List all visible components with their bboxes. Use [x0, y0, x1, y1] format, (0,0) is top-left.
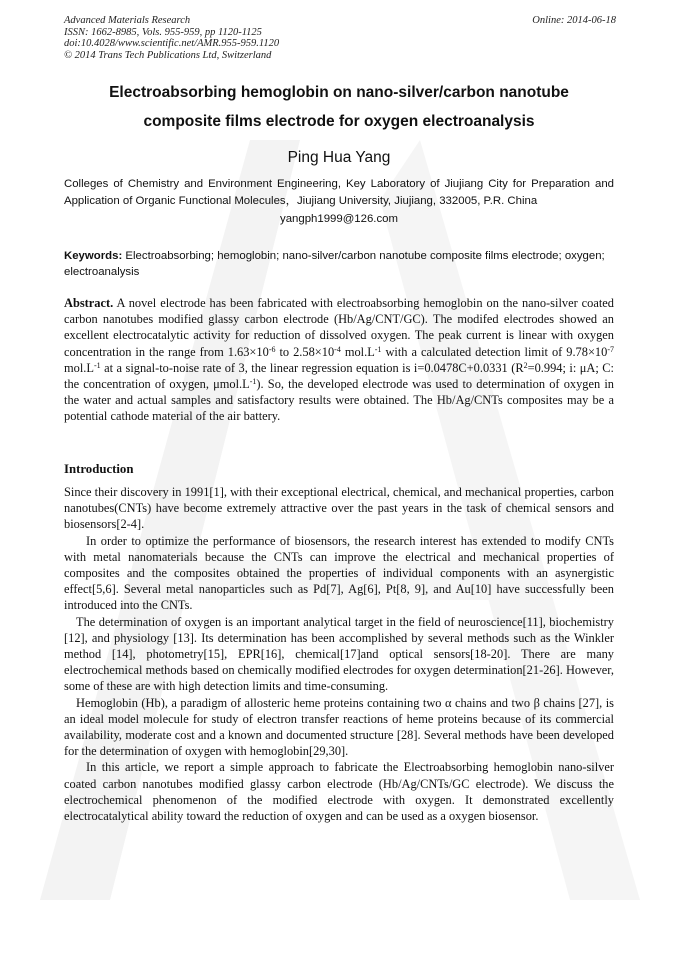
online-date: Online: 2014-06-18: [532, 15, 616, 26]
abstract-text: mol.L: [64, 360, 94, 375]
intro-paragraph-3: The determination of oxygen is an important analytical target in the field of neuroscience[11], biochemistry [12], and physiology [13]. Its determination has been accomplished by several methods such as the Winkler method [14], photometry[15], EPR[16], chemical[17]and optical sensors[18-20]. There are many electrochemical methods based on chemically modified electrodes for oxygen determination[21-26]. However, some of these are with high detection limits and time-consuming.: [64, 614, 614, 694]
copyright-line: © 2014 Trans Tech Publications Ltd, Switzerland: [64, 49, 272, 61]
abstract-text: with a calculated detection limit of 9.78×10: [381, 344, 608, 359]
introduction-body: [64, 484, 614, 824]
keywords: [64, 248, 614, 280]
author-name: Ping Hua Yang: [287, 149, 391, 166]
exponent: -4: [334, 344, 341, 354]
abstract-text: ). So, the developed electrode was used to determination of oxygen in the water and actual samples and satisfactory results were obtained. The Hb/Ag/CNTs composites may be a potential cathode material of the air battery.: [64, 377, 615, 424]
title-line-2: composite films electrode for oxygen electroanalysis: [143, 113, 535, 130]
keywords-text: Electroabsorbing; hemoglobin; nano-silver/carbon nanotube composite films electrode; oxygen; electroanalysis: [64, 250, 605, 278]
abstract: [64, 295, 614, 425]
intro-paragraph-1: Since their discovery in 1991[1], with their exceptional electrical, chemical, and mechanical properties, carbon nanotubes(CNTs) have become extremely attractive over the past years in the task of chemical sensors and biosensors[2-4].: [64, 485, 614, 532]
abstract-text: =0.994; i: μA; C: the concentration of oxygen, μmol.L: [64, 360, 614, 392]
introduction-heading: Introduction: [64, 462, 134, 476]
exponent: 2: [523, 360, 528, 370]
abstract-text: at a signal-to-noise rate of 3, the linear regression equation is i=0.0478C+0.0331 (R: [100, 360, 524, 375]
exponent: -1: [249, 377, 257, 387]
exponent: -7: [607, 344, 614, 354]
paper-title: [60, 78, 618, 136]
exponent: -1: [374, 344, 382, 354]
intro-paragraph-2: In order to optimize the performance of biosensors, the research interest has extended to modify CNTs with metal nanomaterials because the CNTs can improve the electrical and mechanical properties of composites and the composites obtained the properties of individual components with an asynergistic effect[5,6]. Several metal nanoparticles such as Pd[7], Ag[6], Pt[8, 9], and Au[10] have successfully been introduced into the CNTs.: [64, 533, 614, 613]
exponent: -6: [268, 344, 276, 354]
affiliation: Colleges of Chemistry and Environment Engineering, Key Laboratory of Jiujiang City for Preparation and Application of Organic Functional Molecules，Jiujiang University, Jiujiang, 332005, P.R. China: [64, 178, 614, 207]
exponent: -1: [93, 360, 101, 370]
abstract-text: to 2.58×10: [275, 344, 335, 359]
title-line-1: Electroabsorbing hemoglobin on nano-silver/carbon nanotube: [109, 84, 569, 101]
abstract-text: mol.L: [340, 344, 375, 359]
keywords-label: Keywords:: [64, 250, 123, 262]
intro-paragraph-4: Hemoglobin (Hb), a paradigm of allosteric heme proteins containing two α chains and two β chains [27], is an ideal model molecule for study of electron transfer reactions of heme proteins because of its commercial availability, moderate cost and a known and documented structure [28]. Several methods have been developed for the determination of oxygen with hemoglobin[29,30].: [64, 695, 614, 759]
journal-header: [64, 15, 279, 61]
intro-paragraph-5: In this article, we report a simple approach to fabricate the Electroabsorbing hemoglobin nano-silver coated carbon nanotubes modified glassy carbon electrode (Hb/Ag/CNTs/GC electrode). We discuss the electrochemical phenomenon of the modified electrode with oxygen. It demonstrated excellently electrocatalytical ability toward the reduction of oxygen and can be used as a oxygen biosensor.: [64, 760, 614, 824]
journal-name: Advanced Materials Research: [64, 15, 191, 26]
abstract-text: A novel electrode has been fabricated with electroabsorbing hemoglobin on the nano-silver coated carbon nanotubes modified glassy carbon electrode (Hb/Ag/CNT/GC). The modifed electrodes showed an excellent electrocatalytic activity for reduction of dissolved oxygen. The peak current is linear with oxygen concentration in the range from 1.63×10: [64, 296, 614, 359]
doi-line: doi:10.4028/www.scientific.net/AMR.955-959.1120: [64, 38, 280, 49]
author-email[interactable]: yangph1999@126.com: [280, 213, 398, 225]
abstract-label: Abstract.: [64, 296, 114, 310]
issn-line: ISSN: 1662-8985, Vols. 955-959, pp 1120-1125: [64, 26, 262, 38]
